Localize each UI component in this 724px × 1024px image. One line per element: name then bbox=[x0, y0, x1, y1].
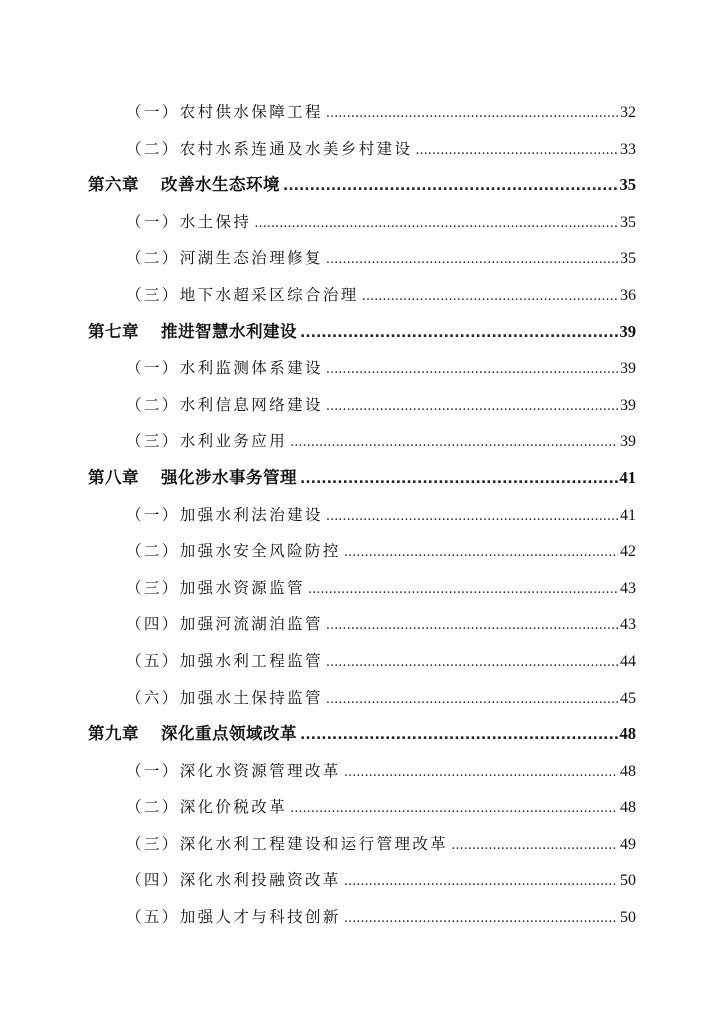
page-number: 32 bbox=[620, 104, 636, 121]
toc-chapter-entry[interactable] bbox=[88, 460, 636, 497]
dot-leader bbox=[300, 717, 618, 754]
page-number: 35 bbox=[620, 250, 636, 268]
toc-entry-title: （二）水利信息网络建设 bbox=[126, 395, 323, 414]
toc-entry-title: （二）深化价税改革 bbox=[126, 798, 288, 817]
toc-entry-title: （三）加强水资源监管 bbox=[126, 578, 306, 597]
page-number: 50 bbox=[620, 909, 636, 927]
dot-leader bbox=[326, 608, 618, 645]
dot-leader bbox=[326, 352, 618, 389]
toc-section-entry[interactable] bbox=[88, 643, 636, 680]
page-number: 49 bbox=[620, 835, 636, 853]
chapter-number: 第八章 bbox=[88, 467, 139, 487]
chapter-number: 第七章 bbox=[88, 321, 139, 341]
toc-entry-title: （一）农村供水保障工程 bbox=[126, 103, 323, 121]
dot-leader bbox=[344, 755, 618, 792]
dot-leader bbox=[308, 572, 618, 609]
toc-entry-title: （四）加强河流湖泊监管 bbox=[126, 615, 323, 634]
page-number: 44 bbox=[620, 652, 636, 670]
toc-section-entry[interactable] bbox=[88, 497, 636, 534]
page-number: 39 bbox=[619, 321, 636, 341]
toc-section-entry[interactable] bbox=[88, 204, 636, 241]
page-number: 48 bbox=[619, 724, 636, 744]
toc-entry-title bbox=[88, 314, 297, 351]
page-number: 39 bbox=[620, 433, 636, 451]
toc-entry-title bbox=[88, 716, 297, 753]
toc-entry-title: （三）深化水利工程建设和运行管理改革 bbox=[126, 834, 449, 853]
page-number: 35 bbox=[620, 213, 636, 231]
toc-entry-title: （二）河湖生态治理修复 bbox=[126, 249, 323, 268]
toc-section-entry[interactable] bbox=[88, 423, 636, 460]
dot-leader bbox=[344, 535, 618, 572]
toc-entry-title: （四）深化水利投融资改革 bbox=[126, 871, 341, 890]
dot-leader bbox=[451, 828, 618, 865]
page-number: 45 bbox=[620, 689, 636, 707]
toc-entry-title: （一）深化水资源管理改革 bbox=[126, 761, 341, 780]
toc-section-entry[interactable] bbox=[88, 899, 636, 936]
page-number: 43 bbox=[620, 579, 636, 597]
toc-entry-title: （五）加强水利工程监管 bbox=[126, 651, 323, 670]
toc-entry-title: （三）地下水超采区综合治理 bbox=[126, 285, 359, 304]
toc-section-entry[interactable] bbox=[88, 789, 636, 826]
toc-section-entry[interactable] bbox=[88, 94, 636, 131]
toc-section-entry[interactable] bbox=[88, 826, 636, 863]
dot-leader bbox=[362, 279, 618, 316]
dot-leader bbox=[415, 133, 618, 170]
chapter-number: 第九章 bbox=[88, 724, 139, 744]
chapter-title: 改善水生态环境 bbox=[161, 175, 280, 195]
page-number: 50 bbox=[620, 872, 636, 890]
dot-leader bbox=[326, 242, 618, 279]
toc-entry-title: （一）水利监测体系建设 bbox=[126, 359, 323, 378]
page-number: 43 bbox=[620, 616, 636, 634]
toc-section-entry[interactable] bbox=[88, 350, 636, 387]
toc-section-entry[interactable] bbox=[88, 240, 636, 277]
dot-leader bbox=[326, 682, 618, 719]
toc-entry-title: （一）水土保持 bbox=[126, 212, 252, 231]
dot-leader bbox=[254, 206, 618, 243]
chapter-title: 推进智慧水利建设 bbox=[161, 321, 297, 341]
dot-leader bbox=[300, 315, 618, 352]
toc-section-entry[interactable] bbox=[88, 862, 636, 899]
page-number: 39 bbox=[620, 396, 636, 414]
table-of-contents bbox=[88, 94, 636, 936]
page-number: 41 bbox=[620, 506, 636, 524]
page-number: 48 bbox=[620, 762, 636, 780]
toc-entry-title: （五）加强人才与科技创新 bbox=[126, 908, 341, 927]
chapter-number: 第六章 bbox=[88, 175, 139, 195]
dot-leader bbox=[326, 499, 618, 536]
chapter-title: 强化涉水事务管理 bbox=[161, 467, 297, 487]
toc-entry-title: （二）农村水系连通及水美乡村建设 bbox=[126, 139, 413, 158]
toc-entry-title bbox=[88, 167, 280, 204]
toc-section-entry[interactable] bbox=[88, 680, 636, 717]
toc-section-entry[interactable] bbox=[88, 606, 636, 643]
page-number: 33 bbox=[620, 140, 636, 158]
dot-leader bbox=[300, 461, 618, 498]
dot-leader bbox=[344, 864, 618, 901]
toc-chapter-entry[interactable] bbox=[88, 716, 636, 753]
dot-leader bbox=[326, 389, 618, 426]
chapter-title: 深化重点领域改革 bbox=[161, 724, 297, 744]
toc-section-entry[interactable] bbox=[88, 277, 636, 314]
page-number: 48 bbox=[620, 799, 636, 817]
toc-section-entry[interactable] bbox=[88, 753, 636, 790]
toc-chapter-entry[interactable] bbox=[88, 167, 636, 204]
toc-section-entry[interactable] bbox=[88, 570, 636, 607]
dot-leader bbox=[290, 791, 618, 828]
toc-section-entry[interactable] bbox=[88, 533, 636, 570]
dot-leader bbox=[290, 425, 618, 462]
dot-leader bbox=[326, 645, 618, 682]
dot-leader bbox=[283, 168, 618, 205]
toc-entry-title: （一）加强水利法治建设 bbox=[126, 505, 323, 524]
toc-section-entry[interactable] bbox=[88, 387, 636, 424]
toc-section-entry[interactable] bbox=[88, 131, 636, 168]
dot-leader bbox=[344, 901, 618, 938]
page-number: 35 bbox=[619, 175, 636, 195]
toc-entry-title: （三）水利业务应用 bbox=[126, 432, 288, 451]
dot-leader bbox=[326, 96, 618, 133]
toc-entry-title: （二）加强水安全风险防控 bbox=[126, 542, 341, 561]
page-number: 39 bbox=[620, 360, 636, 378]
page-number: 41 bbox=[619, 467, 636, 487]
page-number: 42 bbox=[620, 543, 636, 561]
toc-entry-title: （六）加强水土保持监管 bbox=[126, 688, 323, 707]
page-number: 36 bbox=[620, 286, 636, 304]
toc-chapter-entry[interactable] bbox=[88, 314, 636, 351]
toc-entry-title bbox=[88, 460, 297, 497]
